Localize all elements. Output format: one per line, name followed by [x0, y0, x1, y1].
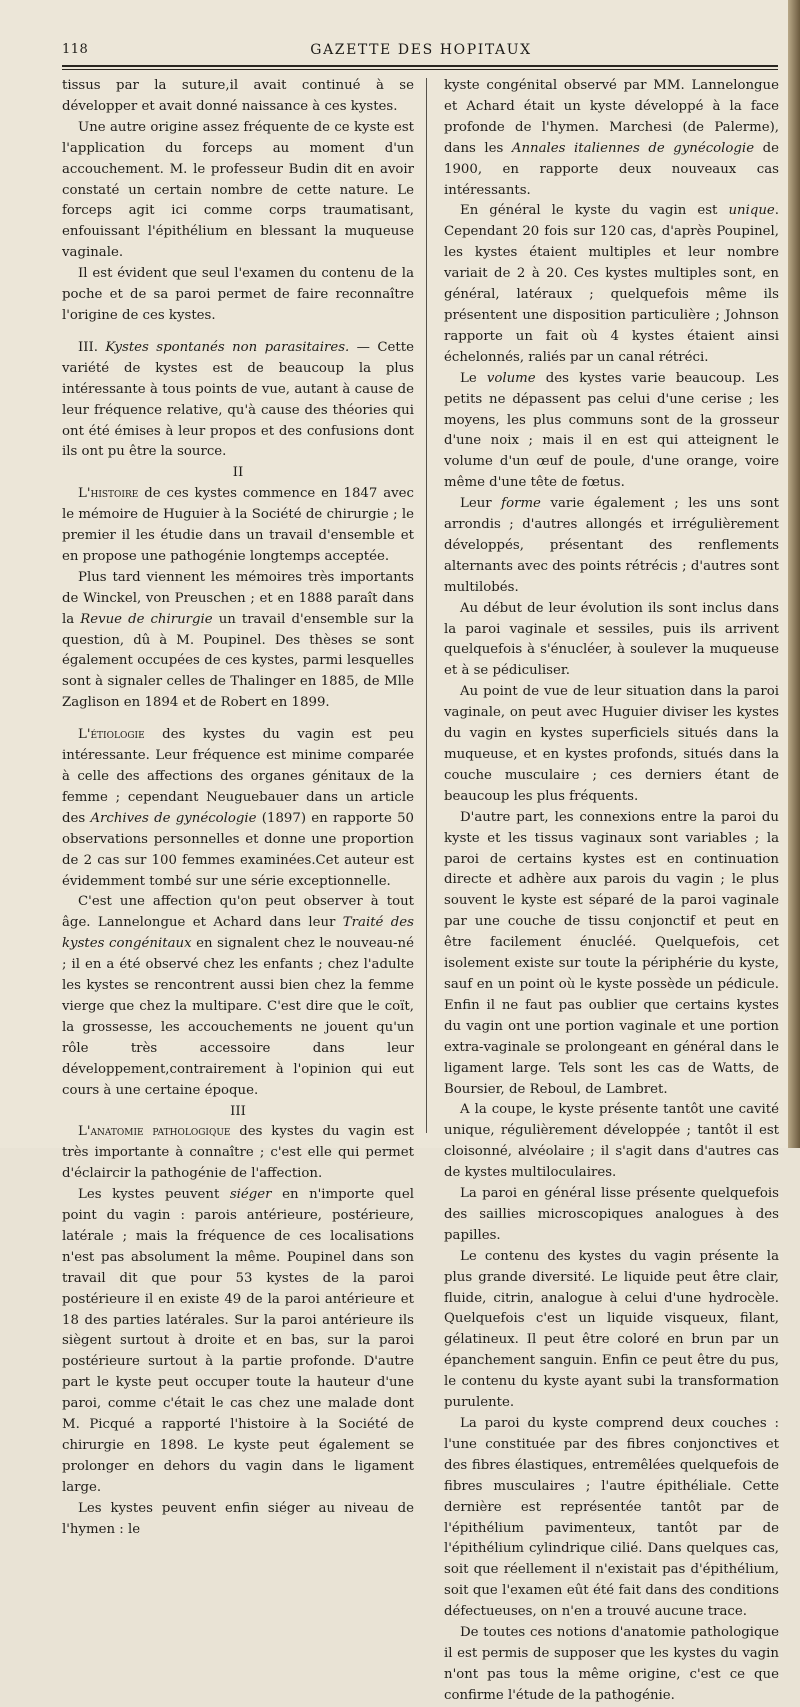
- paragraph: Au début de leur évolution ils sont inclus dans la paroi vaginale et sessiles, puis ils arrivent quelquefois à s'énucléer, à soulever la muqueuse et à se pédiculiser.: [444, 600, 779, 679]
- column-divider: [426, 78, 427, 1133]
- keyword: unique: [728, 203, 775, 219]
- page-number: 118: [62, 42, 89, 57]
- paragraph: A la coupe, le kyste présente tantôt une cavité unique, régulièrement développée ; tantôt il est cloisonné, alvéolaire ; il s'agit dans d'autres cas de kystes multiloculaires.: [444, 1102, 779, 1181]
- paragraph: Il est évident que seul l'examen du contenu de la poche et de sa paroi permet de faire reconnaître l'origine de ces kystes.: [62, 266, 414, 323]
- paragraph: Une autre origine assez fréquente de ce kyste est l'application du forceps au moment d'un accouchement. M. le professeur Budin dit en avoir constaté un certain nombre de cette nature. Le forceps agit ici comme corps traumatisant, enfouissant l'épithélium en blessant la muqueuse vaginale.: [62, 119, 414, 261]
- paragraph: Au point de vue de leur situation dans la paroi vaginale, on peut avec Huguier diviser les kystes du vagin en kystes superficiels situés dans la muqueuse, et en kystes profonds, situés dans la couche musculaire ; ces derniers étant de beaucoup les plus fréquents.: [444, 684, 779, 804]
- section-number: III.: [78, 339, 98, 355]
- section-heading-paragraph: III. Kystes spontanés non parasitaires. — Cette variété de kystes est de beaucoup la plus intéressante à tous points de vue, autant à cause de leur fréquence relative, qu'à cause des théories qui ont été émises à leur propos et des confusions dont ils ont pu être la source.: [62, 339, 414, 460]
- paragraph: Leur forme varie également ; les uns sont arrondis ; d'autres allongés et irrégulièrement développés, présentant des renflements alternants avec des points rétrécis ; d'autres sont multilobés.: [444, 496, 779, 595]
- header-rule-thin: [62, 69, 778, 70]
- paragraph: Les kystes peuvent enfin siéger au niveau de l'hymen : le: [62, 1500, 414, 1537]
- paragraph: La paroi en général lisse présente quelquefois des saillies microscopiques analogues à des papilles.: [444, 1186, 779, 1243]
- section-title: Kystes spontanés non parasitaires.: [105, 339, 350, 355]
- section-numeral: II: [232, 465, 244, 481]
- right-column: [444, 76, 779, 1707]
- running-title: GAZETTE DES HOPITAUX: [310, 42, 532, 58]
- lead-word: L'étiologie: [78, 727, 145, 743]
- paragraph: Plus tard viennent les mémoires très importants de Winckel, von Preuschen ; et en 1888 paraît dans la Revue de chirurgie un travail d'ensemble sur la question, dû à M. Poupinel. Des thèses se sont également occupées de ces kystes, parmi lesquelles sont à signaler celles de Thalinger en 1885, de Mlle Zaglison en 1894 et de Robert en 1899.: [62, 569, 414, 711]
- keyword: forme: [501, 496, 541, 512]
- paragraph: kyste congénital observé par MM. Lannelongue et Achard était un kyste développé à la face profonde de l'hymen. Marchesi (de Palerme), dans les Annales italiennes de gynécologie de 1900, en rapporte deux nouveaux cas intéressants.: [444, 78, 779, 198]
- paragraph: La paroi du kyste comprend deux couches : l'une constituée par des fibres conjonctives et des fibres élastiques, entremêlées quelquefois de fibres musculaires ; l'autre épithéliale. Cette dernière est représentée tantôt par de l'épithélium pavimenteux, tantôt par de l'épithélium cylindrique cilié. Dans quelques cas, soit que réellement il n'existait pas d'épithélium, soit que l'examen eût été fait dans des conditions défectueuses, on n'en a trouvé aucune trace.: [444, 1416, 779, 1620]
- paragraph: L'étiologie des kystes du vagin est peu intéressante. Leur fréquence est minime comparée à celle des affections des organes génitaux de la femme ; cependant Neuguebauer dans un article des Archives de gynécologie (1897) en rapporte 50 observations personnelles et donne une proportion de 2 cas sur 100 femmes examinées.Cet auteur est évidemment tombé sur une série exceptionnelle.: [62, 727, 414, 889]
- journal-title: Revue de chirurgie: [80, 611, 213, 627]
- paragraph: Le volume des kystes varie beaucoup. Les petits ne dépassent pas celui d'une cerise ; les moyens, les plus communs sont de la grosseur d'une noix ; mais il en est qui atteignent le volume d'un œuf de poule, d'une orange, voire même d'une tête de fœtus.: [444, 370, 779, 491]
- keyword: volume: [486, 370, 536, 386]
- keyword: siéger: [229, 1187, 272, 1203]
- paragraph: tissus par la suture,il avait continué à se développer et avait donné naissance à ces kystes.: [62, 78, 414, 114]
- paragraph: D'autre part, les connexions entre la paroi du kyste et les tissus vaginaux sont variables ; la paroi de certains kystes est en continuation directe et adhère aux parois du vagin ; le plus souvent le kyste est séparé de la paroi vaginale par une couche de tissu conjonctif et peut en être facilement énucléé. Quelquefois, cet isolement existe sur toute la périphérie du kyste, sauf en un point où le kyste possède un pédicule. Enfin il ne faut pas oublier que certains kystes du vagin ont une portion vaginale et une portion extra-vaginale se prolongeant en général dans le ligament large. Tels sont les cas de Watts, de Boursier, de Reboul, de Lambret.: [444, 809, 779, 1097]
- lead-word: L'histoire: [78, 486, 139, 502]
- journal-title: Archives de gynécologie: [90, 810, 257, 826]
- section-numeral: III: [230, 1103, 246, 1119]
- lead-word: L'anatomie pathologique: [78, 1124, 231, 1140]
- page-header: [62, 34, 780, 62]
- paragraph: En général le kyste du vagin est unique. Cependant 20 fois sur 120 cas, d'après Poupinel, les kystes étaient multiples et leur nombre variait de 2 à 20. Ces kystes multiples sont, en général, latéraux ; quelquefois même ils présentent une disposition particulière ; Johnson rapporte un fait où 4 kystes étaient ainsi échelonnés, raliés par un canal rétréci.: [444, 203, 779, 365]
- header-rule-thick: [62, 65, 778, 67]
- paragraph: C'est une affection qu'on peut observer à tout âge. Lannelongue et Achard dans leur Traité des kystes congénitaux en signalent chez le nouveau-né ; il en a été observé chez les enfants ; chez l'adulte les kystes se rencontrent aussi bien chez la femme vierge que chez la multipare. C'est dire que le coït, la grossesse, les accouchements ne jouent qu'un rôle très accessoire dans leur développement,contrairement à l'opinion qui eut cours à une certaine époque.: [62, 894, 414, 1098]
- left-column: [62, 76, 414, 1541]
- paragraph: L'histoire de ces kystes commence en 1847 avec le mémoire de Huguier à la Société de chirurgie ; le premier il les étudie dans un travail d'ensemble et en propose une pathogénie longtemps acceptée.: [62, 486, 414, 564]
- paragraph: Le contenu des kystes du vagin présente la plus grande diversité. Le liquide peut être clair, fluide, citrin, analogue à celui d'une hydrocèle. Quelquefois c'est un liquide visqueux, filant, gélatineux. Il peut être coloré en brun par un épanchement sanguin. Enfin ce peut être du pus, le contenu du kyste ayant subi la transformation purulente.: [444, 1248, 779, 1411]
- book-title: Traité des kystes congénitaux: [62, 915, 414, 952]
- book-spine-edge: [788, 0, 800, 1148]
- paragraph: De toutes ces notions d'anatomie pathologique il est permis de supposer que les kystes du vagin n'ont pas tous la même origine, c'est ce que confirme l'étude de la pathogénie.: [444, 1625, 779, 1703]
- paragraph: Les kystes peuvent siéger en n'importe quel point du vagin : parois antérieure, postérieure, latérale ; mais la fréquence de ces localisations n'est pas absolument la même. Poupinel dans son travail dit que pour 53 kystes de la paroi postérieure il en existe 49 de la paroi antérieure et 18 des parties latérales. Sur la paroi antérieure ils siègent surtout à droite et en bas, sur la paroi postérieure surtout à la partie profonde. D'autre part le kyste peut occuper toute la hauteur d'une paroi, comme c'était le cas chez une malade dont M. Picqué a rapporté l'histoire à la Société de chirurgie en 1898. Le kyste peut également se prolonger en dehors du vagin dans le ligament large.: [62, 1187, 414, 1495]
- paragraph: L'anatomie pathologique des kystes du vagin est très importante à connaître ; c'est elle qui permet d'éclaircir la pathogénie de l'affection.: [62, 1124, 414, 1182]
- journal-title: Annales italiennes de gynécologie: [511, 140, 755, 156]
